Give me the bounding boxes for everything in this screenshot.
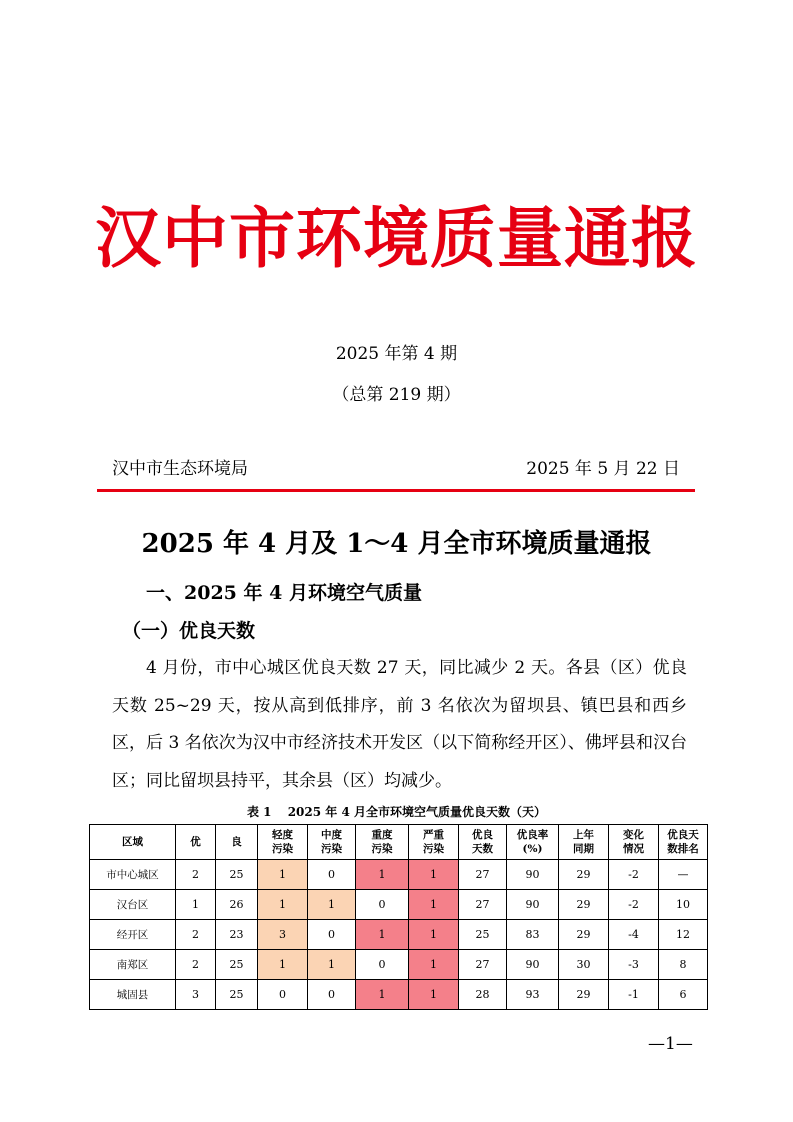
- table-header-cell: 优: [176, 825, 216, 860]
- table-cell: 1: [409, 860, 459, 890]
- table-cell: 2: [176, 860, 216, 890]
- red-divider: [97, 489, 695, 492]
- table-cell: -3: [609, 950, 659, 980]
- page-number: —1—: [648, 1034, 693, 1054]
- table-header-cell: 变化 情况: [609, 825, 659, 860]
- table-row: [90, 950, 708, 980]
- region-name-cell: 汉台区: [90, 890, 176, 920]
- table-cell: 83: [507, 920, 559, 950]
- table-header-cell: 优良率 (%): [507, 825, 559, 860]
- region-name-cell: 南郑区: [90, 950, 176, 980]
- table-cell: -2: [609, 860, 659, 890]
- table-cell: 29: [559, 920, 609, 950]
- total-issue-number: （总第 219 期）: [332, 385, 461, 405]
- table-cell: 6: [659, 980, 708, 1010]
- table-header-row: [90, 825, 708, 860]
- table-cell: 2: [176, 950, 216, 980]
- table-cell: 1: [409, 920, 459, 950]
- table-cell: 1: [409, 980, 459, 1010]
- table-cell: -2: [609, 890, 659, 920]
- table-row: [90, 920, 708, 950]
- table-cell: 1: [308, 950, 356, 980]
- table-cell: 2: [176, 920, 216, 950]
- region-name-cell: 经开区: [90, 920, 176, 950]
- table-cell: 90: [507, 950, 559, 980]
- issue-number: 2025 年第 4 期: [335, 344, 458, 364]
- table-cell: 29: [559, 890, 609, 920]
- table-cell: 29: [559, 860, 609, 890]
- table-header-cell: 严重 污染: [409, 825, 459, 860]
- table-row: [90, 980, 708, 1010]
- table-cell: 1: [356, 860, 409, 890]
- body-paragraph: 4 月份，市中心城区优良天数 27 天，同比减少 2 天。各县（区）优良天数 25~29 天，按从高到低排序，前 3 名依次为留坝县、镇巴县和西乡区，后 3 名依次为汉中市经济技术开发区（以下简称经开区）、佛坪县和汉台区；同比留坝县持平，其余县（区）均减少。: [112, 658, 687, 791]
- table-cell: 1: [356, 980, 409, 1010]
- issuer-name: 汉中市生态环境局: [112, 459, 248, 479]
- subsection-heading: （一）优良天数: [122, 620, 256, 642]
- section-heading: 一、2025 年 4 月环境空气质量: [146, 582, 422, 604]
- table-cell: 90: [507, 890, 559, 920]
- table-cell: 30: [559, 950, 609, 980]
- table-cell: -4: [609, 920, 659, 950]
- table-header-cell: 轻度 污染: [258, 825, 308, 860]
- table-cell: 93: [507, 980, 559, 1010]
- table-cell: 1: [356, 920, 409, 950]
- table-header: [90, 825, 708, 860]
- table-cell: 1: [409, 890, 459, 920]
- table-cell: 29: [559, 980, 609, 1010]
- report-title: 2025 年 4 月及 1～4 月全市环境质量通报: [141, 529, 652, 559]
- table-cell: 1: [258, 890, 308, 920]
- table-header-cell: 优良天 数排名: [659, 825, 708, 860]
- table-cell: 0: [308, 860, 356, 890]
- table-cell: 0: [308, 980, 356, 1010]
- table-row: [90, 860, 708, 890]
- table-cell: 12: [659, 920, 708, 950]
- table-cell: 0: [356, 950, 409, 980]
- table-cell: 3: [258, 920, 308, 950]
- table-cell: 25: [216, 980, 258, 1010]
- table-cell: 1: [308, 890, 356, 920]
- table-body: [90, 860, 708, 1010]
- issuer-row: [112, 457, 680, 481]
- table-header-cell: 重度 污染: [356, 825, 409, 860]
- table-header-cell: 上年 同期: [559, 825, 609, 860]
- table-cell: 90: [507, 860, 559, 890]
- air-quality-table: [89, 824, 708, 1010]
- table-cell: 1: [258, 950, 308, 980]
- table-row: [90, 890, 708, 920]
- table-caption: 表 1 2025 年 4 月全市环境空气质量优良天数（天）: [247, 805, 546, 819]
- table-header-cell: 优良 天数: [459, 825, 507, 860]
- table-cell: 25: [459, 920, 507, 950]
- table-cell: 28: [459, 980, 507, 1010]
- table-cell: 3: [176, 980, 216, 1010]
- table-cell: 0: [356, 890, 409, 920]
- table-cell: 0: [258, 980, 308, 1010]
- table-cell: 23: [216, 920, 258, 950]
- table-cell: 27: [459, 890, 507, 920]
- masthead-title: 汉中市环境质量通报: [95, 199, 698, 277]
- table-cell: —: [659, 860, 708, 890]
- table-header-cell: 良: [216, 825, 258, 860]
- table-cell: 1: [409, 950, 459, 980]
- table-cell: 26: [216, 890, 258, 920]
- table-cell: 8: [659, 950, 708, 980]
- table-cell: 1: [176, 890, 216, 920]
- table-cell: 27: [459, 950, 507, 980]
- table-cell: 27: [459, 860, 507, 890]
- issue-date: 2025 年 5 月 22 日: [526, 459, 680, 479]
- table-cell: 1: [258, 860, 308, 890]
- region-name-cell: 市中心城区: [90, 860, 176, 890]
- region-name-cell: 城固县: [90, 980, 176, 1010]
- table-cell: 25: [216, 950, 258, 980]
- table-header-cell: 中度 污染: [308, 825, 356, 860]
- table-cell: 10: [659, 890, 708, 920]
- table-header-cell: 区域: [90, 825, 176, 860]
- table-cell: -1: [609, 980, 659, 1010]
- table-cell: 0: [308, 920, 356, 950]
- table-cell: 25: [216, 860, 258, 890]
